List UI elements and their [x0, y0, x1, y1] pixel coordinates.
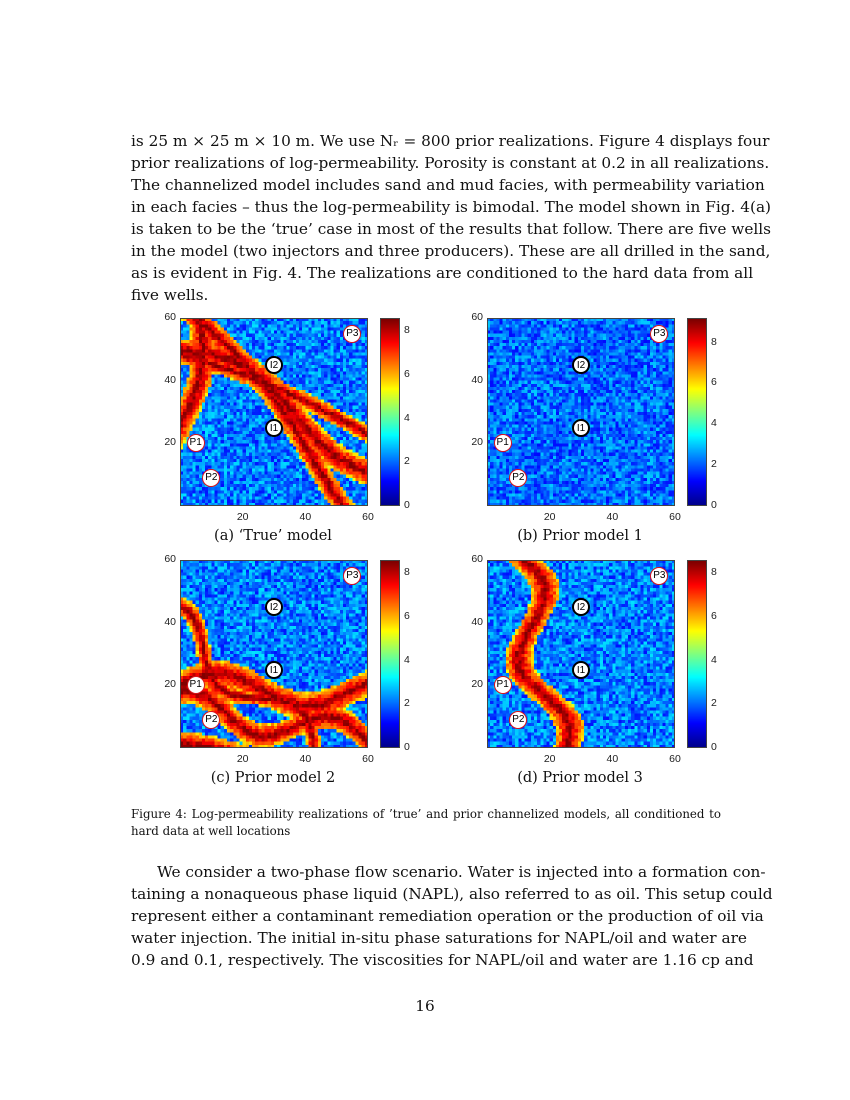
subcaption-b: (b) Prior model 1	[517, 528, 643, 544]
colorbar-tick-label: 2	[711, 697, 717, 710]
text-line: prior realizations of log-permeability. Porosity is constant at 0.2 in all realizations.	[131, 154, 770, 172]
well-marker-p1: P1	[187, 434, 205, 452]
text-line: taining a nonaqueous phase liquid (NAPL), also referred to as oil. This setup could	[131, 885, 773, 903]
colorbar-tick-label: 6	[404, 367, 410, 380]
y-axis-tick-label: 40	[164, 373, 176, 386]
well-marker-i1: I1	[572, 661, 590, 679]
well-marker-p1: P1	[187, 676, 205, 694]
colorbar-tick-label: 6	[404, 609, 410, 622]
text-line: water injection. The initial in-situ phase saturations for NAPL/oil and water are	[131, 929, 747, 947]
x-axis-tick-label: 20	[236, 511, 249, 523]
colorbar-tick-label: 0	[711, 741, 717, 753]
colorbar-tick-label: 4	[404, 411, 410, 424]
colorbar-tick-label: 2	[404, 697, 410, 710]
well-marker-i2: I2	[265, 598, 283, 616]
well-marker-p2: P2	[202, 711, 220, 729]
well-marker-i2: I2	[572, 598, 590, 616]
figure-panel-prior-2	[160, 552, 460, 792]
well-marker-p3: P3	[650, 567, 668, 585]
x-axis-tick-label: 40	[606, 511, 619, 523]
figure-panel-true	[160, 310, 460, 550]
subcaption-d: (d) Prior model 3	[517, 770, 643, 786]
y-axis-tick-label: 20	[164, 436, 176, 449]
x-axis-tick-label: 40	[606, 753, 619, 765]
paragraph-flow-scenario	[131, 861, 773, 971]
y-axis-tick-label: 40	[164, 615, 176, 628]
well-marker-i2: I2	[265, 356, 283, 374]
well-marker-p3: P3	[650, 325, 668, 343]
y-axis-tick-label: 40	[471, 615, 483, 628]
well-marker-i2: I2	[572, 356, 590, 374]
colorbar-tick-label: 8	[404, 324, 410, 337]
caption-line: hard data at well locations	[131, 824, 291, 838]
subcaption-c: (c) Prior model 2	[210, 770, 336, 786]
colorbar-tick-label: 2	[404, 455, 410, 468]
paragraph-intro	[131, 130, 772, 306]
well-marker-p2: P2	[202, 469, 220, 487]
y-axis-tick-label: 20	[471, 678, 483, 691]
colorbar-tick-label: 6	[711, 376, 717, 389]
text-line: is 25 m × 25 m × 10 m. We use Nᵣ = 800 prior realizations. Figure 4 displays four	[131, 132, 770, 150]
text-line: 0.9 and 0.1, respectively. The viscosities for NAPL/oil and water are 1.16 cp and	[131, 951, 754, 969]
text-line: The channelized model includes sand and mud facies, with permeability variation	[131, 176, 765, 194]
x-axis-tick-label: 20	[543, 511, 556, 523]
well-marker-p1: P1	[494, 676, 512, 694]
x-axis-tick-label: 20	[543, 753, 556, 765]
well-marker-p1: P1	[494, 434, 512, 452]
colorbar-tick-label: 0	[404, 741, 410, 753]
colorbar-tick-label: 8	[711, 566, 717, 579]
text-line: is taken to be the ‘true’ case in most of the results that follow. There are five wells	[131, 220, 772, 238]
y-axis-tick-label: 60	[471, 311, 483, 323]
colorbar-tick-label: 4	[404, 653, 410, 666]
colorbar-tick-label: 0	[404, 499, 410, 511]
x-axis-tick-label: 60	[669, 753, 681, 765]
colorbar-tick-label: 4	[711, 653, 717, 666]
x-axis-tick-label: 40	[299, 511, 312, 523]
y-axis-tick-label: 20	[164, 678, 176, 691]
y-axis-tick-label: 60	[164, 311, 176, 323]
well-marker-i1: I1	[572, 419, 590, 437]
x-axis-tick-label: 20	[236, 753, 249, 765]
well-marker-p2: P2	[509, 469, 527, 487]
figure-panel-prior-3	[467, 552, 767, 792]
colorbar-tick-label: 0	[711, 499, 717, 511]
subcaption-a: (a) ‘True’ model	[214, 528, 332, 544]
well-marker-i1: I1	[265, 661, 283, 679]
colorbar-tick-label: 6	[711, 609, 717, 622]
well-marker-i1: I1	[265, 419, 283, 437]
page-number: 16	[415, 997, 435, 1015]
colorbar-tick-label: 2	[711, 458, 717, 471]
text-line: represent either a contaminant remediation operation or the production of oil via	[131, 907, 764, 925]
caption-line: Figure 4: Log-permeability realizations of ’true’ and prior channelized models, all conditioned to	[131, 807, 721, 821]
text-line: five wells.	[131, 286, 209, 304]
text-line: as is evident in Fig. 4. The realizations are conditioned to the hard data from all	[131, 264, 754, 282]
x-axis-tick-label: 60	[362, 753, 374, 765]
figure-caption	[131, 806, 721, 840]
text-line: in the model (two injectors and three producers). These are all drilled in the sand,	[131, 242, 771, 260]
y-axis-tick-label: 60	[471, 553, 483, 565]
colorbar	[687, 560, 707, 748]
text-line: We consider a two-phase flow scenario. Water is injected into a formation con-	[157, 863, 766, 881]
y-axis-tick-label: 40	[471, 373, 483, 386]
colorbar-tick-label: 4	[711, 417, 717, 430]
well-marker-p3: P3	[343, 325, 361, 343]
text-line: in each facies – thus the log-permeability is bimodal. The model shown in Fig. 4(a)	[131, 198, 772, 216]
well-marker-p3: P3	[343, 567, 361, 585]
colorbar-tick-label: 8	[404, 566, 410, 579]
x-axis-tick-label: 60	[669, 511, 681, 523]
well-marker-p2: P2	[509, 711, 527, 729]
figure-panel-prior-1	[467, 310, 767, 550]
colorbar	[380, 560, 400, 748]
y-axis-tick-label: 20	[471, 436, 483, 449]
x-axis-tick-label: 60	[362, 511, 374, 523]
colorbar	[380, 318, 400, 506]
y-axis-tick-label: 60	[164, 553, 176, 565]
x-axis-tick-label: 40	[299, 753, 312, 765]
colorbar-tick-label: 8	[711, 335, 717, 348]
colorbar	[687, 318, 707, 506]
